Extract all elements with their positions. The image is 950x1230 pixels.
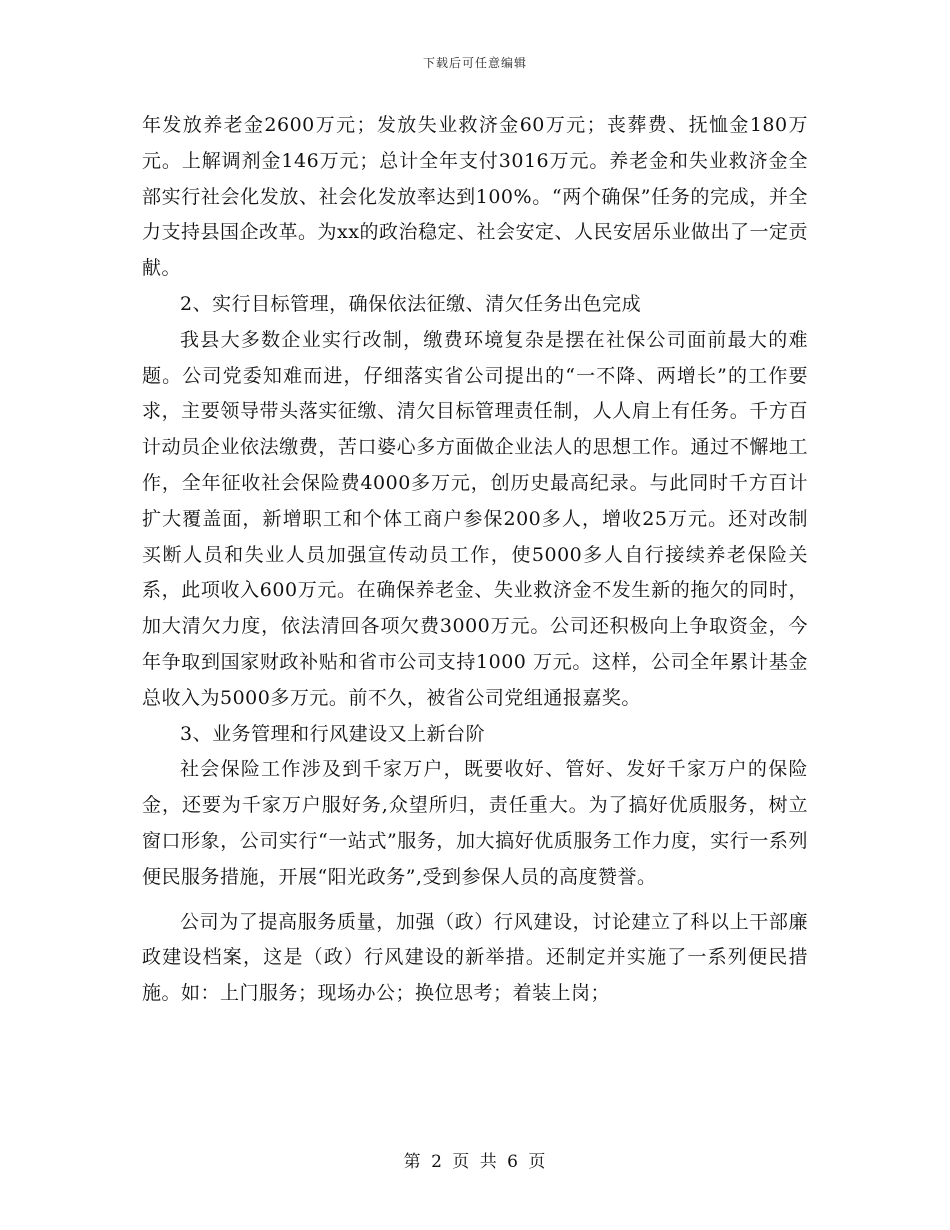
- paragraph-2: 我县大多数企业实行改制，缴费环境复杂是摆在社保公司面前最大的难题。公司党委知难而进，仔细落实省公司提出的“一不降、两增长”的工作要求，主要领导带头落实征缴、清欠目标管理责任制，人人肩上有任务。千方百计动员企业依法缴费，苦口婆心多方面做企业法人的思想工作。通过不懈地工作，全年征收社会保险费4000多万元，创历史最高纪录。与此同时千方百计扩大覆盖面，新增职工和个体工商户参保200多人，增收25万元。还对改制买断人员和失业人员加强宣传动员工作，使5000多人自行接续养老保险关系，此项收入600万元。在确保养老金、失业救济金不发生新的拖欠的同时，加大清欠力度，依法清回各项欠费3000万元。公司还积极向上争取资金，今年争取到国家财政补贴和省市公司支持1000 万元。这样，公司全年累计基金总收入为5000多万元。前不久，被省公司党组通报嘉奖。: [142, 328, 808, 709]
- page-header: 下载后可任意编辑: [422, 56, 527, 70]
- document-body: [142, 108, 808, 1012]
- page-number-footer: 第 2 页 共 6 页: [403, 1152, 547, 1172]
- section-heading-2: 2、实行目标管理，确保依法征缴、清欠任务出色完成: [180, 292, 642, 315]
- paragraph-3: 社会保险工作涉及到千家万户，既要收好、管好、发好千家万户的保险金，还要为千家万户服好务,众望所归，责任重大。为了搞好优质服务，树立窗口形象，公司实行“一站式”服务，加大搞好优质服务工作力度，实行一系列便民服务措施，开展“阳光政务”,受到参保人员的高度赞誉。: [142, 758, 808, 888]
- paragraph-4: 公司为了提高服务质量，加强（政）行风建设，讨论建立了科以上干部廉政建设档案，这是（政）行风建设的新举措。还制定并实施了一系列便民措施。如：上门服务；现场办公；换位思考；着装上岗；: [142, 910, 808, 1005]
- paragraph-1: 年发放养老金2600万元；发放失业救济金60万元；丧葬费、抚恤金180万元。上解调剂金146万元；总计全年支付3016万元。养老金和失业救济金全部实行社会化发放、社会化发放率达到100%。“两个确保”任务的完成，并全力支持县国企改革。为xx的政治稳定、社会安定、人民安居乐业做出了一定贡献。: [142, 114, 808, 280]
- section-heading-3: 3、业务管理和行风建设又上新台阶: [180, 722, 486, 745]
